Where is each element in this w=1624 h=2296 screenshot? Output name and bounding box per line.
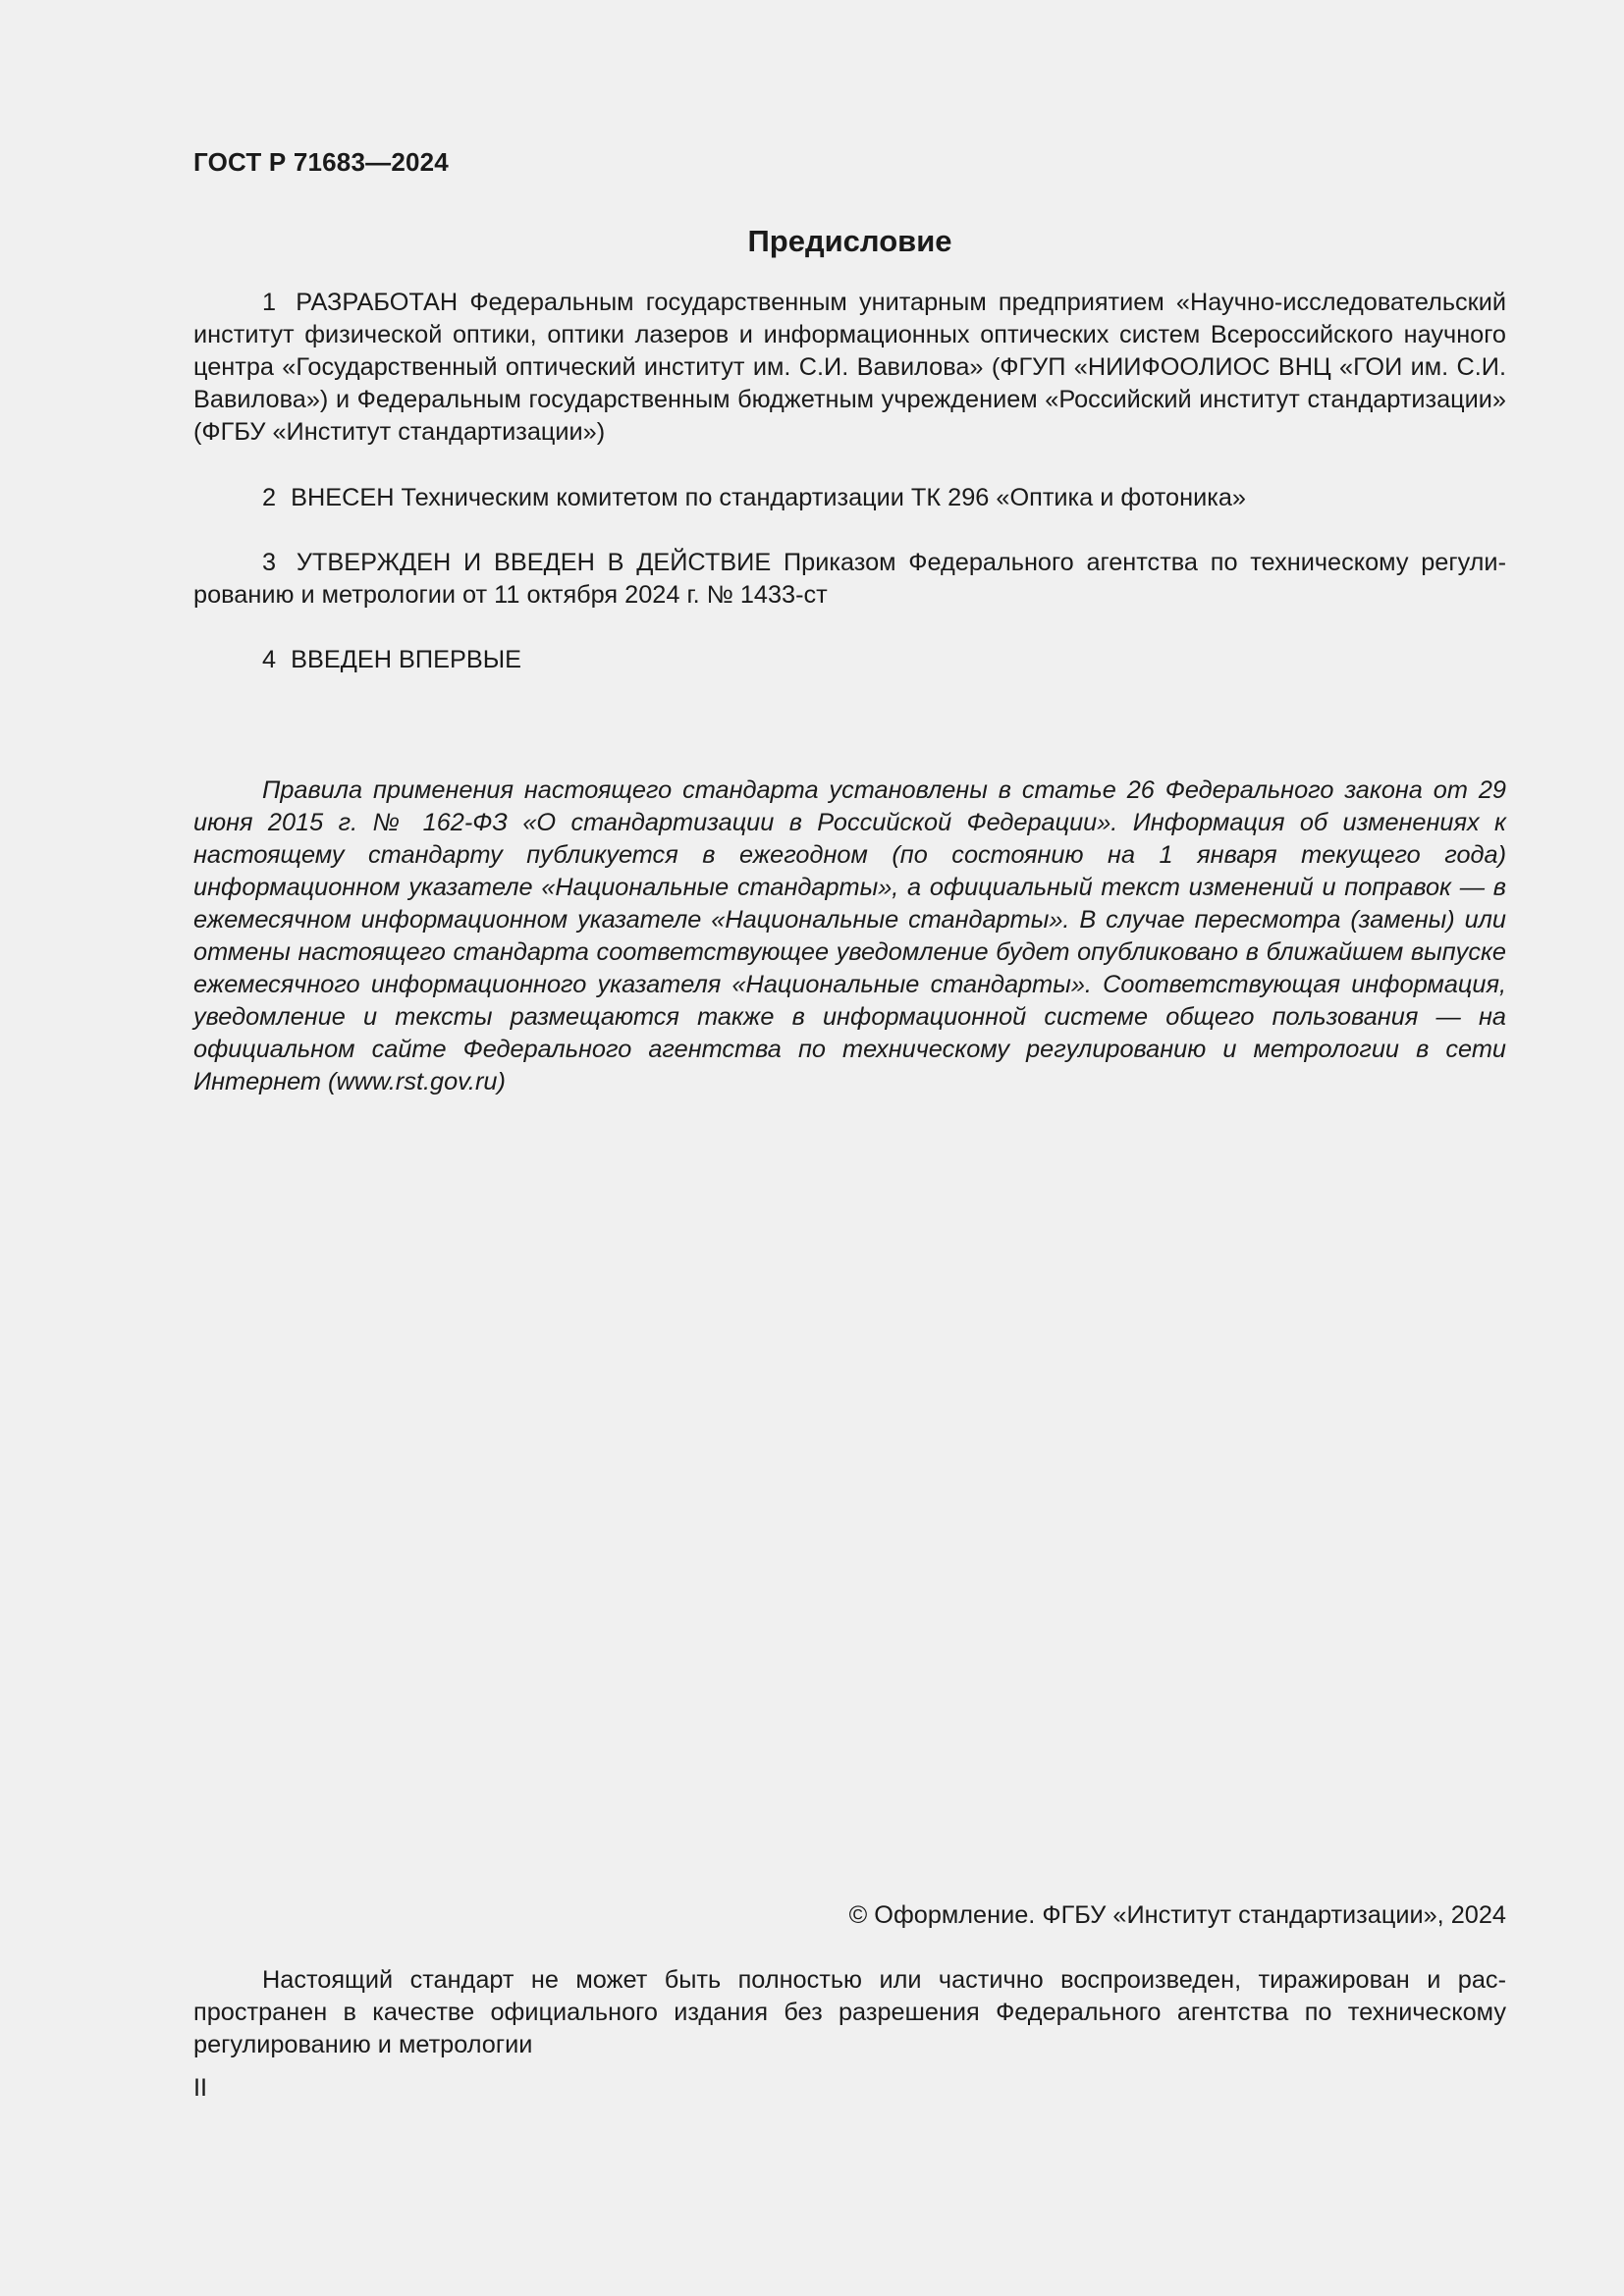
preface-item-number: 3 (262, 549, 277, 576)
document-code: ГОСТ Р 71683—2024 (193, 147, 449, 177)
preface-item-text: ВВЕДЕН ВПЕРВЫЕ (291, 646, 521, 673)
document-page (193, 0, 1506, 2296)
preface-item-text: ВНЕСЕН Техническим комитетом по стандартизации ТК 296 «Оптика и фотоника» (291, 484, 1246, 511)
preface-item-number: 2 (262, 484, 277, 511)
preface-item-number: 1 (262, 289, 277, 316)
copyright-notice: © Оформление. ФГБУ «Институт стандартизации», 2024 (848, 1901, 1506, 1929)
preface-item-text: УТВЕРЖДЕН И ВВЕДЕН В ДЕЙСТВИЕ Приказом Федерального агентства по техническому регулированию и метрологии от 11 октября 2024 г. № 1433-ст (193, 549, 1506, 609)
preface-item-2 (193, 482, 1506, 514)
preface-item-text: РАЗРАБОТАН Федеральным государственным унитарным предприятием «Научно-исследовательский институт физической оптики, оптики лазеров и информационных оптических систем Всероссийского научного центра «Государственный оптический институт им. С.И. Вавилова» (ФГУП «НИИФООЛИОС ВНЦ «ГОИ им. С.И. Вавилова») и Федеральным государственным бюджетным учреждением «Российский институт стандартизации» (ФГБУ «Институт стандартизации») (193, 289, 1506, 446)
preface-item-3 (193, 547, 1506, 612)
preface-item-4 (193, 644, 1506, 676)
page-number: II (193, 2074, 208, 2102)
application-rules-notice: Правила применения настоящего стандарта установлены в статье 26 Федерального закона от 29 июня 2015 г. № 162-ФЗ «О стандартизации в Российской Федерации». Информация об изменениях к настоящему стандарту публикуется в ежегодном (по состоянию на 1 января текущего года) информационном указателе «Национальные стандарты», а официальный текст изменений и поправок — в ежемесячном информационном указателе «Национальные стандарты». В случае пересмотра (замены) или отмены настоящего стандарта соответствующее уведомление будет опубликовано в ближайшем выпуске ежемесячного информационного указателя «Национальные стандарты». Соответствующая информация, уведомление и тексты размещаются также в информационной системе общего пользования — на официальном сайте Федерального агентства по техническому регулированию и метрологии в сети Интернет (www.rst.gov.ru) (193, 776, 1506, 1095)
preface-item-number: 4 (262, 646, 277, 673)
preface-item-1 (193, 287, 1506, 449)
reproduction-notice: Настоящий стандарт не может быть полностью или частично воспроизведен, тиражирован и распространен в качестве официального издания без разрешения Федерального агентства по техническому регулированию и метрологии (193, 1966, 1506, 2058)
page-title: Предисловие (747, 224, 952, 258)
